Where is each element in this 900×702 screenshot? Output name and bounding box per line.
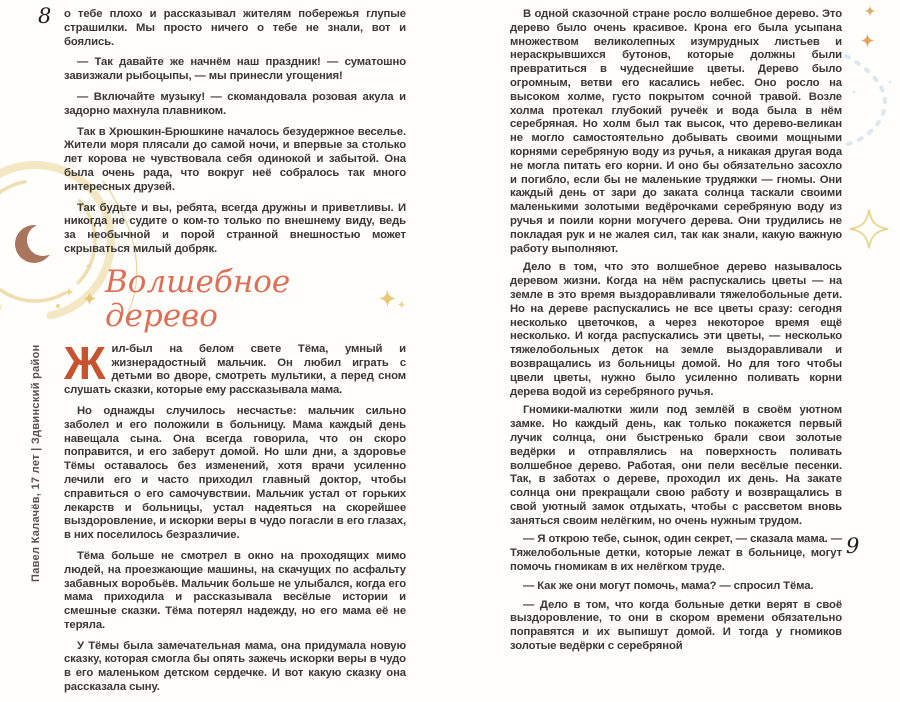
star-outline-icon	[848, 208, 890, 250]
sparkle-icon	[864, 5, 876, 17]
watercolor-swirl-decoration	[840, 52, 900, 147]
paragraph: о тебе плохо и рассказывал жителям побережья глупые страшилки. Мы просто ничего о тебе не знали, вот и боялись.	[64, 8, 406, 48]
paragraph: Тёма больше не смотрел в окно на проходящих мимо людей, на проезжающие машины, на скачущих по асфальту забавных воробьёв. Мальчик больше не улыбался, когда его мама приходила и рассказывала весёлые истории и смешные сказки. Тёма потерял надежду, но его мама её не теряла.	[64, 549, 406, 631]
drop-cap-letter: Ж	[64, 336, 106, 389]
paragraph: В одной сказочной стране росло волшебное дерево. Это дерево было очень красивое. Крона его была усыпана множеством великолепных изумрудных листьев и нераскрывшихся бутонов, которые должны были превратиться в чудеснейшие цветы. Дерево было огромным, ветви его касались небес. Оно росло на высоком холме, густо покрытом сочной травой. Возле холма протекал глубокий ручеёк и вода была в нём серебряная. Но холм был так высок, что дерево-великан не могло самостоятельно добывать своими мощными корнями серебряную воду из ручья, а никакая другая вода не могла питать его корни. И оно бы обязательно засохло и погибло, если бы не маленькие трудяжки — гномы. Они каждый день от зари до заката солнца таскали своими маленькими золотыми ведёрочками серебряную воду из ручья и поили корни могучего дерева. Они трудились не покладая рук и не жалея сил, так как знали, какую важную работу выполняют.	[510, 8, 842, 255]
page-number-left: 8	[38, 4, 52, 28]
paragraph: Гномики-малютки жили под землёй в своём уютном замке. Но каждый день, как только покажется первый лучик солнца, они быстренько брали свои золотые ведёрки и отправлялись на поверхность поливать волшебное дерево. Работая, они пели весёлые песенки. Так, в заботах о дереве, проходил их день. На закате солнца они прекращали свою работу и возвращались в свой уютный замок отдыхать, чтобы с рассветом вновь заняться своим нелёгким, но очень нужным трудом.	[510, 404, 842, 527]
paragraph: — Я открою тебе, сынок, один секрет, — сказала мама. — Тяжелобольные детки, которые лежат в больнице, могут помочь гномикам в их нелёгком труде.	[510, 533, 842, 574]
story-title-row	[64, 265, 406, 333]
paragraph: Дело в том, что это волшебное дерево называлось деревом жизни. Когда на нём распускались цветы — на земле в это время выздоравливали тяжелобольные дети. Но на дереве распускались не все цветы сразу: сегодня несколько цветочков, а через некоторое время ещё несколько. И когда распускались эти цветы, — несколько тяжелобольных деток на земле выздоравливали и возвращались из больницы домой. Но для того чтобы цвели цветы, нужно было усиленно поливать корни дерева водой из серебряного ручья.	[510, 261, 842, 398]
paragraph: — Как же они могут помочь, мама? — спросил Тёма.	[523, 579, 814, 592]
paragraph: Но однажды случилось несчастье: мальчик сильно заболел и его положили в больницу. Мама каждый день навещала сына. Она всегда говорила, что он скоро поправится, и его заберут домой. Но шли дни, а здоровье Тёмы оставалось без изменений, хотя врачи усиленно лечили его и часто приходил главный доктор, чтобы справиться о его самочувствии. Мальчик устал от горьких лекарств и больницы, устал надеяться на скорейшее выздоровление, и искорки веры в чудо погасли в его глазах, в них поселилось безразличие.	[64, 404, 406, 542]
left-page-text-column	[64, 8, 406, 702]
sparkle-icon	[82, 291, 97, 306]
paragraph: — Дело в том, что когда больные детки верят в своё выздоровление, то они в скором времени обязательно поправятся и их выпишут домой. И тогда у гномиков золотые ведёрки с серебряной	[510, 598, 842, 653]
sparkle-icon	[64, 287, 74, 297]
right-page-text-column	[510, 8, 842, 659]
paragraph: Так в Хрюшкин-Брюшкине началось безудержное веселье. Жители моря плясали до самой ночи, и впервые за столько лет корова не чувствовала себя одинокой и забытой. Она была очень рада, что вокруг неё собралось так много интересных друзей.	[64, 125, 406, 193]
paragraph: — Включайте музыку! — скомандовала розовая акула и задорно махнула плавником.	[64, 90, 406, 117]
sparkle-icon	[397, 300, 406, 309]
paragraph: У Тёмы была замечательная мама, она придумала новую сказку, которая смогла бы опять зажечь искорки веры в чудо в его маленьком детском сердечке. И вот какую сказку она рассказала сыну.	[64, 639, 406, 694]
paragraph: Так будьте и вы, ребята, всегда дружны и приветливы. И никогда не судите о ком-то только по внешнему виду, ведь за необычной и порой странной внешностью может скрываться милый добряк.	[64, 201, 406, 255]
sparkle-icon	[860, 33, 875, 48]
page-number-right: 9	[846, 534, 860, 558]
paragraph-dropcap	[64, 336, 406, 398]
author-byline: Павел Калачёв, 17 лет | Здвинский район	[30, 344, 42, 582]
paragraph: — Так давайте же начнём наш праздник! — суматошно завизжали рыбоцыпы, — мы принесли угощения!	[64, 56, 406, 83]
paragraph-text: ил-был на белом свете Тёма, умный и жизнерадостный мальчик. Он любил играть с детьми во дворе, смотреть мультики, а перед сном слушать сказки, которые ему рассказывала мама.	[64, 342, 406, 397]
sparkle-icon	[378, 289, 397, 308]
story-title: Волшебное дерево	[105, 263, 291, 334]
